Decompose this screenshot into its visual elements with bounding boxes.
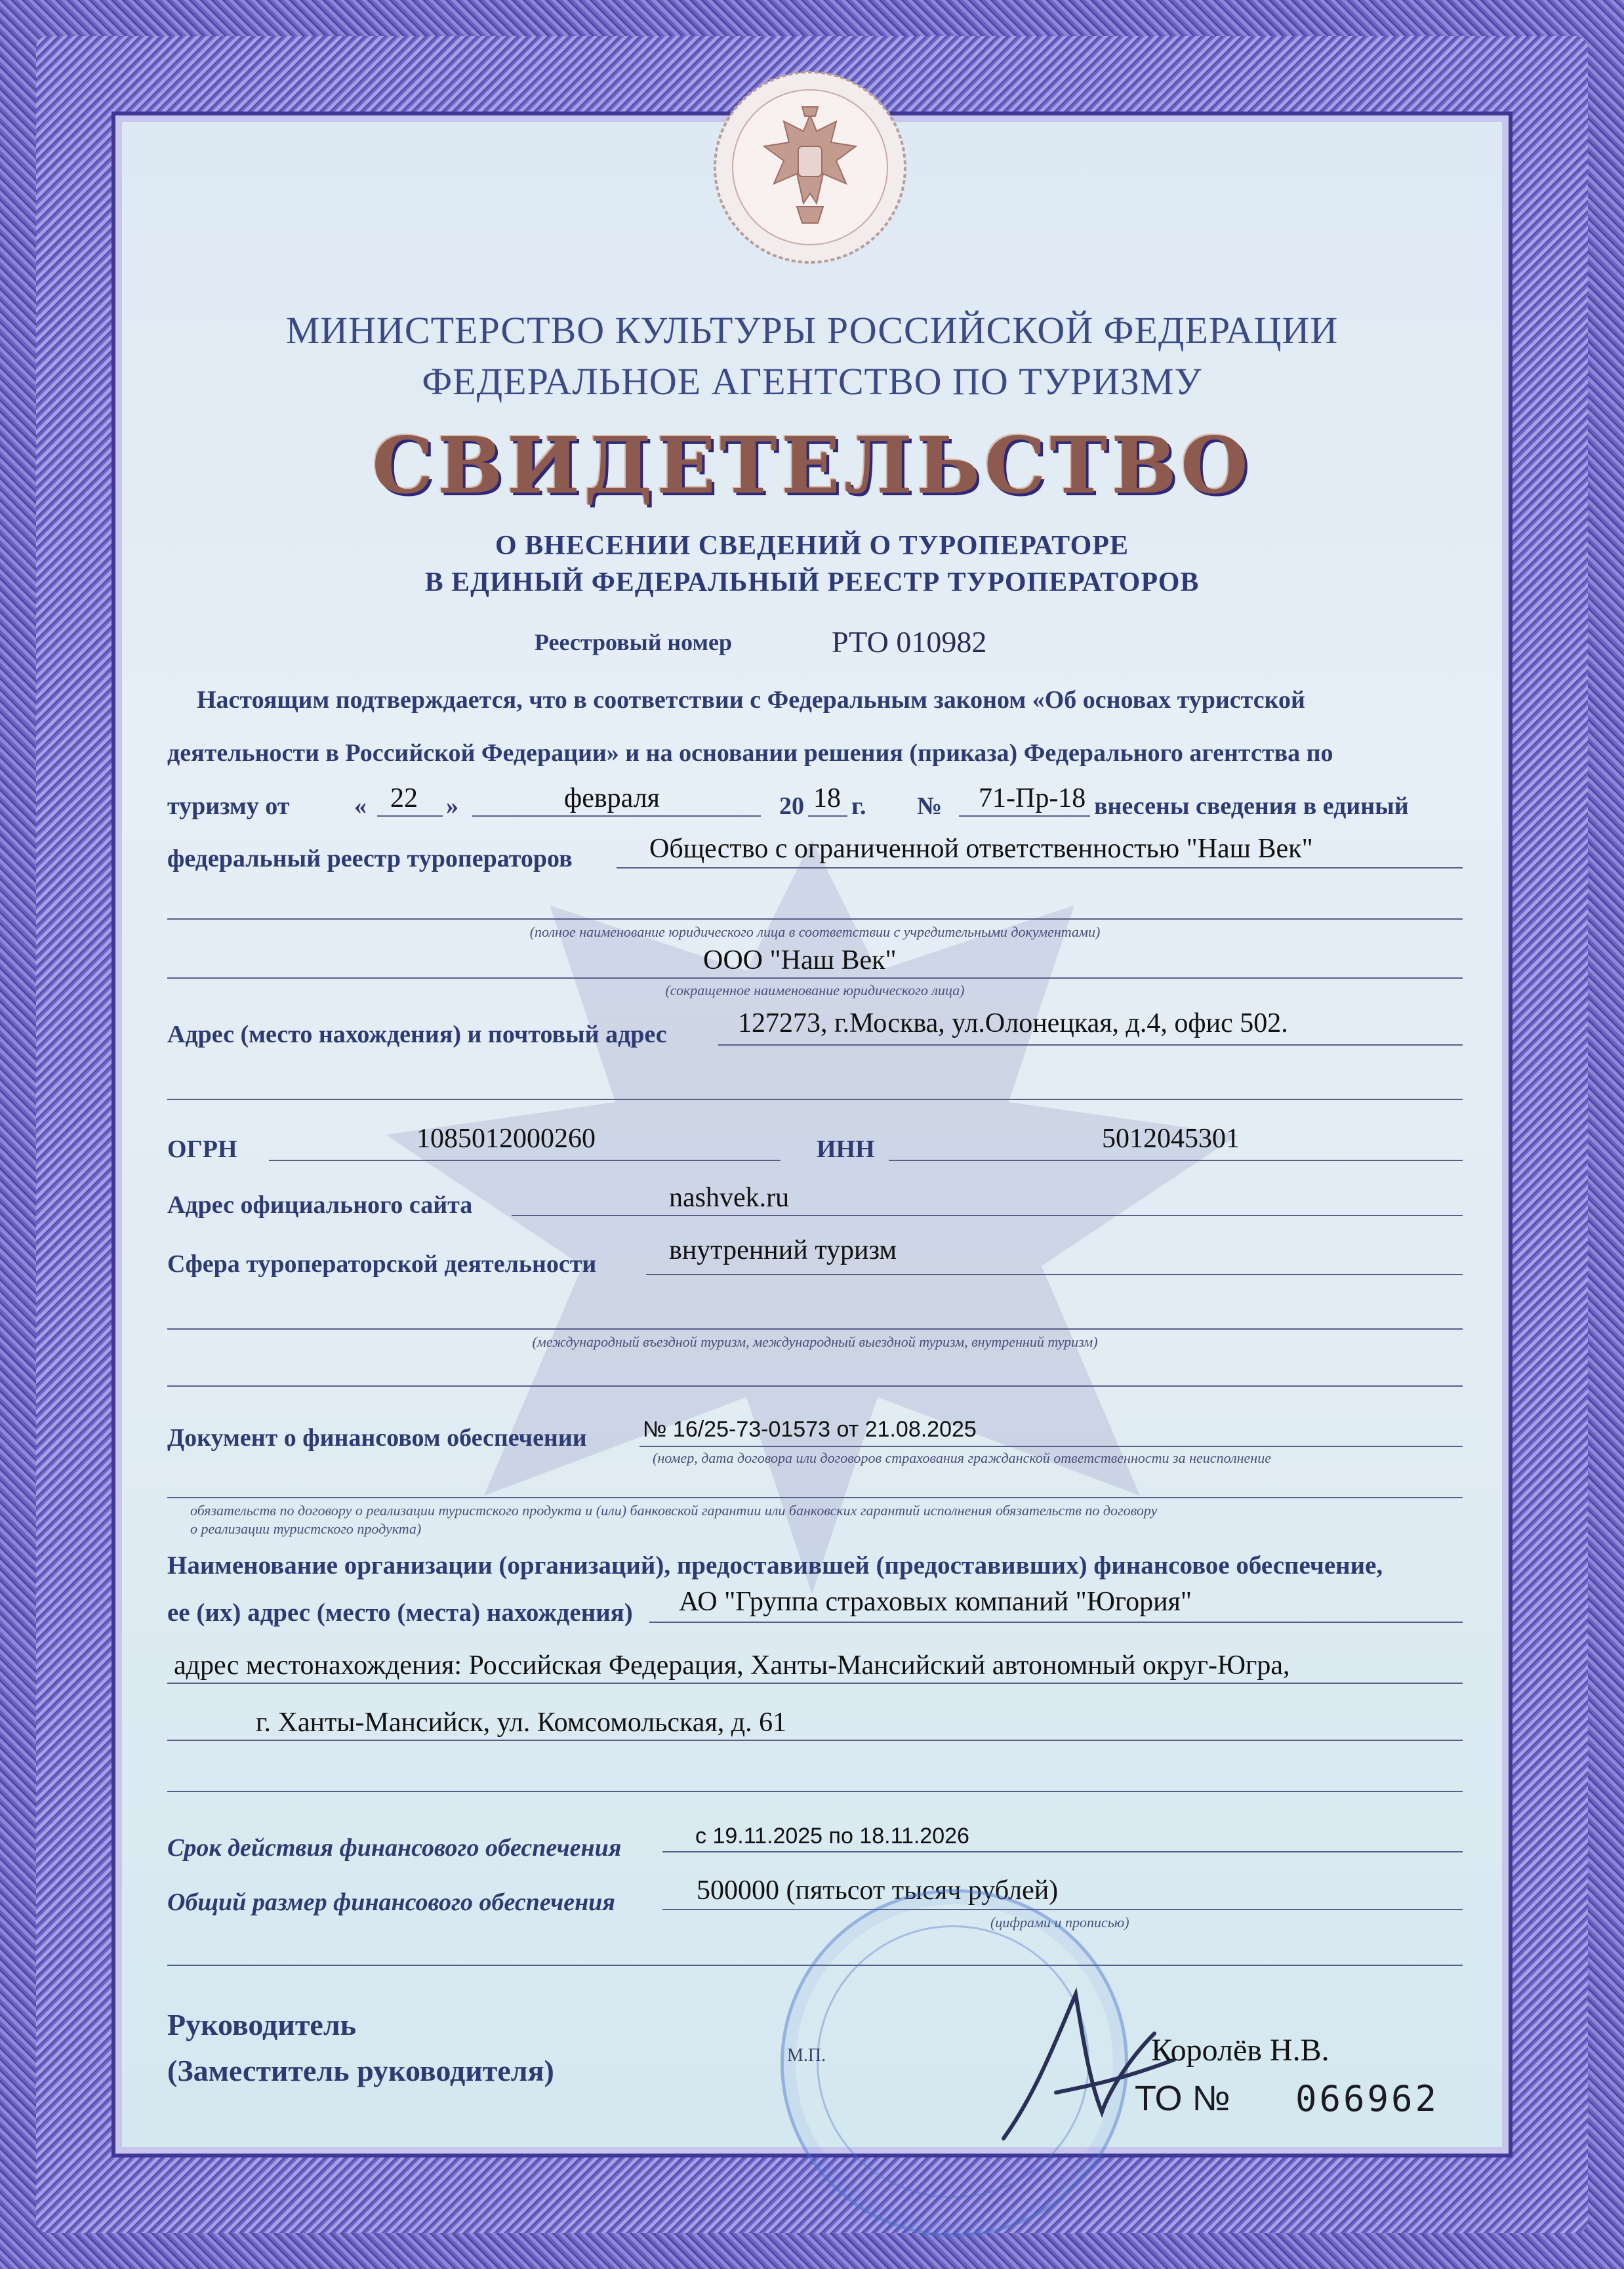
decision-year: 18 bbox=[813, 783, 841, 813]
finance-org-address-1: адрес местонахождения: Российская Федерация, Ханты-Мансийский автономный округ-Югра, bbox=[174, 1650, 1290, 1681]
finance-document-hint-2: обязательств по договору о реализации туристского продукта и (или) банковской гарантии или банковских гарантий исполнения обязательств по договору bbox=[190, 1502, 1158, 1519]
year-prefix: 20 bbox=[779, 792, 804, 820]
finance-term-label: Срок действия финансового обеспечения bbox=[167, 1834, 622, 1862]
day-underline bbox=[377, 815, 443, 817]
inn-label: ИНН bbox=[817, 1135, 875, 1163]
finance-document-underline-2 bbox=[167, 1497, 1463, 1498]
subtitle-line-1: О ВНЕСЕНИИ СВЕДЕНИЙ О ТУРОПЕРАТОРЕ bbox=[495, 531, 1129, 561]
intro-line-3-prefix: туризму от bbox=[167, 792, 290, 820]
order-number-value: 71-Пр-18 bbox=[979, 783, 1086, 813]
registry-number-value: РТО 010982 bbox=[832, 625, 987, 659]
intro-line-3-suffix: внесены сведения в единый bbox=[1094, 792, 1409, 820]
intro-line-2: деятельности в Российской Федерации» и на основании решения (приказа) Федерального агентства по bbox=[167, 739, 1333, 767]
finance-document-underline bbox=[639, 1446, 1463, 1447]
website-label: Адрес официального сайта bbox=[167, 1191, 473, 1219]
form-series: ТО № bbox=[1135, 2079, 1230, 2118]
year-label: г. bbox=[851, 792, 866, 820]
finance-amount-value: 500000 (пятьсот тысяч рублей) bbox=[697, 1875, 1059, 1906]
address-underline bbox=[718, 1044, 1463, 1046]
sphere-underline bbox=[646, 1274, 1463, 1275]
inn-underline bbox=[889, 1160, 1463, 1161]
intro-line-4-label: федеральный реестр туроператоров bbox=[167, 845, 573, 872]
finance-document-label: Документ о финансовом обеспечении bbox=[167, 1424, 587, 1452]
address-underline-2 bbox=[167, 1099, 1463, 1100]
registry-number-label: Реестровый номер bbox=[535, 629, 733, 655]
finance-amount-hint: (цифрами и прописью) bbox=[990, 1914, 1129, 1931]
mp-label: М.П. bbox=[787, 2045, 826, 2066]
head-label: Руководитель bbox=[167, 2008, 356, 2041]
website-underline bbox=[512, 1215, 1463, 1216]
ogrn-underline bbox=[269, 1160, 781, 1161]
document-title: СВИДЕТЕЛЬСТВО bbox=[372, 420, 1252, 511]
finance-org-label-2: ее (их) адрес (место (места) нахождения) bbox=[167, 1599, 633, 1627]
signatory-name: Королёв Н.В. bbox=[1151, 2033, 1330, 2068]
ministry-heading: МИНИСТЕРСТВО КУЛЬТУРЫ РОССИЙСКОЙ ФЕДЕРАЦИИ bbox=[285, 309, 1339, 352]
address-label: Адрес (место нахождения) и почтовый адрес bbox=[167, 1021, 667, 1048]
inn-value: 5012045301 bbox=[1102, 1124, 1240, 1154]
ogrn-label: ОГРН bbox=[167, 1135, 237, 1163]
finance-amount-underline bbox=[662, 1909, 1463, 1910]
intro-line-1: Настоящим подтверждается, что в соответствии с Федеральным законом «Об основах туристской bbox=[197, 686, 1305, 714]
sphere-label: Сфера туроператорской деятельности bbox=[167, 1250, 597, 1278]
finance-org-name: АО "Группа страховых компаний "Югория" bbox=[679, 1587, 1192, 1617]
date-close-quote: » bbox=[446, 792, 458, 820]
deputy-label: (Заместитель руководителя) bbox=[167, 2054, 554, 2087]
year-underline bbox=[808, 815, 847, 817]
subtitle-line-2: В ЕДИНЫЙ ФЕДЕРАЛЬНЫЙ РЕЕСТР ТУРОПЕРАТОРОВ bbox=[424, 567, 1200, 598]
date-open-quote: « bbox=[354, 792, 367, 820]
finance-org-label-1: Наименование организации (организаций), предоставившей (предоставивших) финансовое обеспечение, bbox=[167, 1551, 1383, 1580]
decision-month: февраля bbox=[564, 783, 660, 813]
finance-org-address-underline-3 bbox=[167, 1791, 1463, 1792]
finance-org-address-underline-2 bbox=[167, 1740, 1463, 1741]
finance-term-value: с 19.11.2025 по 18.11.2026 bbox=[695, 1824, 969, 1849]
decision-day: 22 bbox=[390, 783, 418, 813]
short-name-hint: (сокращенное наименование юридического лица) bbox=[665, 982, 965, 998]
company-full-name: Общество с ограниченной ответственностью "Наш Век" bbox=[649, 834, 1313, 864]
website-value: nashvek.ru bbox=[669, 1183, 790, 1213]
ogrn-value: 1085012000260 bbox=[416, 1124, 596, 1154]
full-name-underline-2 bbox=[167, 918, 1463, 920]
finance-amount-label: Общий размер финансового обеспечения bbox=[167, 1889, 615, 1916]
sphere-hint: (международный въездной туризм, международный выездной туризм, внутренний туризм) bbox=[532, 1334, 1098, 1350]
month-underline bbox=[472, 815, 761, 817]
form-number: 066962 bbox=[1295, 2078, 1440, 2119]
sphere-underline-3 bbox=[167, 1385, 1463, 1387]
short-name-underline bbox=[167, 977, 1463, 979]
finance-document-hint-1: (номер, дата договора или договоров страхования гражданской ответственности за неисполнение bbox=[653, 1450, 1271, 1466]
agency-heading: ФЕДЕРАЛЬНОЕ АГЕНТСТВО ПО ТУРИЗМУ bbox=[422, 360, 1202, 403]
sphere-value: внутренний туризм bbox=[669, 1235, 897, 1265]
company-short-name: ООО "Наш Век" bbox=[703, 945, 897, 975]
coat-of-arms-emblem bbox=[712, 69, 908, 266]
finance-org-underline bbox=[649, 1622, 1463, 1623]
finance-term-underline bbox=[662, 1851, 1463, 1852]
finance-document-value: № 16/25-73-01573 от 21.08.2025 bbox=[643, 1417, 977, 1442]
order-underline bbox=[959, 815, 1090, 817]
sphere-underline-2 bbox=[167, 1328, 1463, 1330]
company-address: 127273, г.Москва, ул.Олонецкая, д.4, офис 502. bbox=[738, 1008, 1288, 1038]
finance-org-address-2: г. Ханты-Мансийск, ул. Комсомольская, д. 61 bbox=[256, 1707, 787, 1738]
order-number-label: № bbox=[917, 792, 943, 820]
full-name-hint: (полное наименование юридического лица в соответствии с учредительными документами) bbox=[529, 924, 1101, 940]
finance-document-hint-3: о реализации туристского продукта) bbox=[190, 1521, 422, 1537]
full-name-underline bbox=[617, 867, 1463, 869]
finance-org-address-underline-1 bbox=[167, 1683, 1463, 1684]
